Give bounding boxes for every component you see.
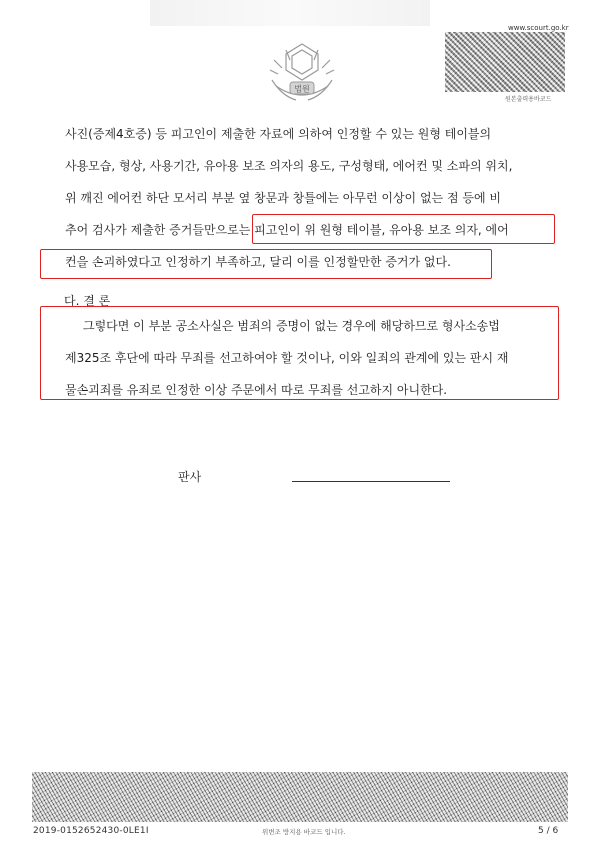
footer-note: 위변조 방지용 바코드 입니다. [262,828,346,836]
section-heading: 다. 결 론 [64,294,111,308]
judge-label: 판사 [178,470,202,484]
highlight-box [40,249,492,279]
paragraph-line: 사용모습, 형상, 사용기간, 유아용 보조 의자의 용도, 구성형태, 에어컨 및 소파의 위치, [65,159,513,173]
scan-header-band [150,0,430,26]
document-id: 2019-0152652430-0LE1I [33,826,149,836]
emblem-text: 법원 [294,84,310,94]
barcode-caption: 원본출력용바코드 [505,96,552,103]
court-emblem-icon [262,40,342,110]
page-number: 5 / 6 [538,826,559,836]
paragraph-line: 물손괴죄를 유죄로 인정한 이상 주문에서 따로 무죄를 선고하지 아니한다. [65,383,448,397]
paragraph-line: 추어 검사가 제출한 증거들만으로는 피고인이 위 원형 테이블, 유아용 보조 의자, 에어 [65,223,509,237]
highlight-box [40,306,559,400]
paragraph-line: 그렇다면 이 부분 공소사실은 범죄의 증명이 없는 경우에 해당하므로 형사소송법 [83,319,500,333]
paragraph-line: 제325조 후단에 따라 무죄를 선고하여야 할 것이나, 이와 일죄의 관계에 있는 판시 재 [65,351,509,365]
paragraph-line: 컨을 손괴하였다고 인정하기 부족하고, 달리 이를 인정할만한 증거가 없다. [65,255,451,269]
anti-forgery-barcode [32,772,568,822]
paragraph-line: 사진(증제4호증) 등 피고인이 제출한 자료에 의하여 인정할 수 있는 원형 테이블의 [65,127,492,141]
court-website-url: www.scourt.go.kr [508,24,569,32]
signature-line [292,481,450,482]
highlight-box [252,214,555,244]
paragraph-line: 위 깨진 에어컨 하단 모서리 부분 옆 창문과 창틀에는 아무런 이상이 없는 점 등에 비 [65,191,501,205]
verification-barcode [445,32,565,92]
